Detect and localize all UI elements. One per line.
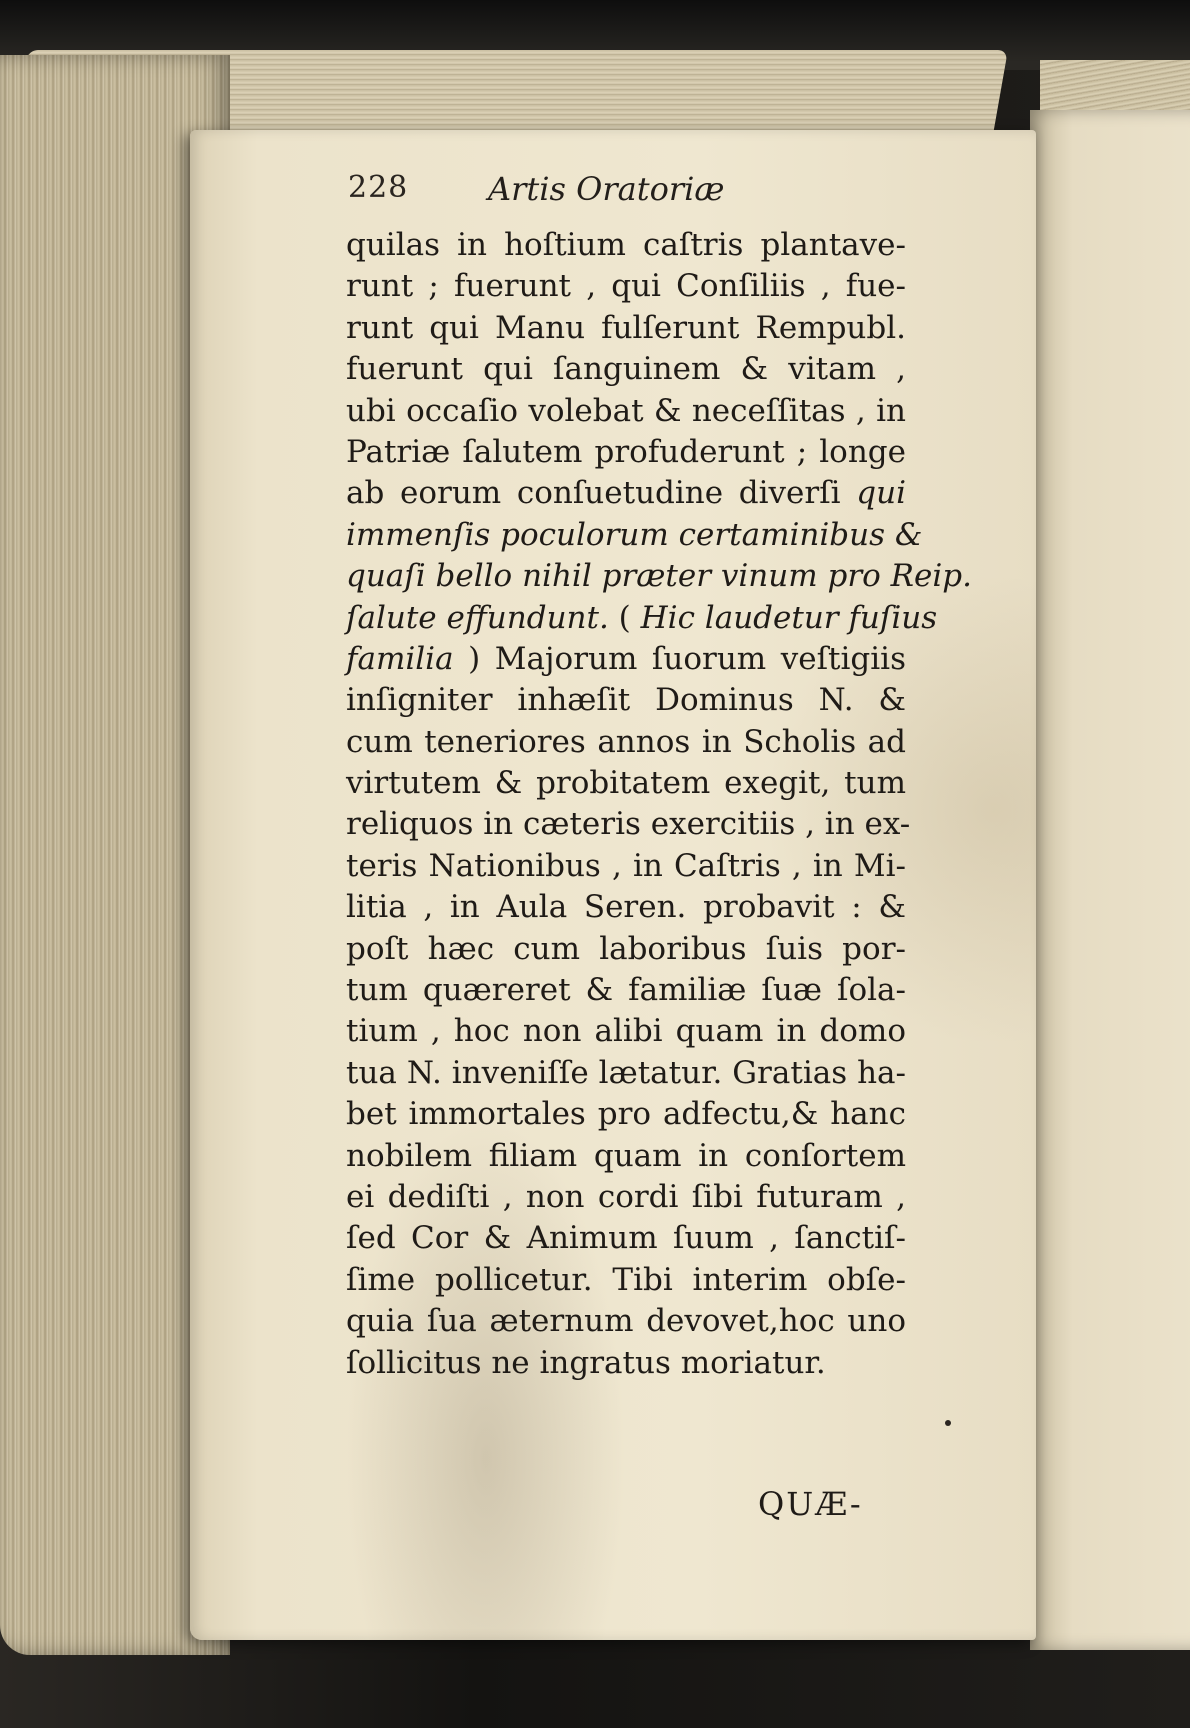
roman-run: ab eorum conſuetudine diverſi [346, 475, 857, 512]
text-line [346, 225, 906, 266]
text-line [346, 473, 906, 514]
text-line [346, 1301, 906, 1342]
text-line [346, 639, 906, 680]
text-line [346, 349, 906, 390]
facing-page [1030, 110, 1190, 1650]
page-header [348, 170, 908, 214]
text-line [346, 1011, 906, 1052]
text-line [346, 598, 938, 639]
text-line [346, 887, 906, 928]
roman-run: ) Majorum ſuorum veſtigiis [453, 640, 906, 677]
roman-run: bet immortales pro adfectu,& hanc [346, 1096, 906, 1133]
italic-run: quaſi bello nihil præter vinum pro Reip. [346, 558, 972, 595]
text-line [346, 432, 906, 473]
roman-run: quilas in hoſtium caſtris plantave- [346, 227, 906, 263]
roman-run: ſime pollicetur. Tibi interim obſe- [346, 1261, 906, 1298]
text-line [346, 308, 906, 349]
text-line [346, 1260, 906, 1301]
text-line [346, 722, 906, 763]
book-page [190, 130, 1036, 1640]
catchword: QUÆ- [758, 1485, 863, 1523]
text-line [346, 970, 906, 1011]
body-text [346, 225, 972, 1384]
roman-run: tua N. inveniſſe lætatur. Gratias ha- [346, 1054, 906, 1091]
text-line [346, 1094, 906, 1135]
text-line [346, 556, 972, 597]
roman-run: nobilem filiam quam in conſortem [346, 1137, 906, 1174]
roman-run: inſigniter inhæſit Dominus N. & [346, 682, 906, 719]
text-line [346, 804, 911, 845]
roman-run: reliquos in cæteris exercitiis , in ex- [346, 806, 911, 843]
roman-run: fuerunt qui ſanguinem & vitam , [346, 351, 906, 388]
page-number: 228 [348, 170, 409, 205]
roman-run: litia , in Aula Seren. probavit : & [346, 889, 906, 926]
roman-run: virtutem & probitatem exegit, tum [346, 765, 906, 802]
italic-run: familia [346, 640, 454, 677]
roman-run: ſed Cor & Animum ſuum , ſanctiſ- [346, 1220, 906, 1257]
roman-run: quia ſua æternum devovet,hoc uno [346, 1303, 906, 1340]
text-line [346, 1218, 906, 1259]
text-line [346, 391, 906, 432]
text-line [346, 1053, 906, 1094]
text-line [346, 515, 923, 556]
text-line [346, 846, 906, 887]
text-line [346, 1136, 906, 1177]
italic-run: ſalute effundunt. [346, 599, 609, 636]
roman-run: teris Nationibus , in Caſtris , in Mi- [346, 847, 906, 884]
roman-run: ( [608, 599, 641, 636]
text-line [346, 266, 906, 307]
text-line [346, 1343, 906, 1384]
roman-run: ubi occaſio volebat & neceſſitas , in [346, 392, 906, 429]
italic-run: immenſis poculorum certaminibus & [346, 516, 923, 553]
italic-run: qui [856, 475, 906, 512]
roman-run: tium , hoc non alibi quam in domo [346, 1013, 906, 1050]
italic-run: Hic laudetur fuſius [640, 599, 938, 636]
text-line [346, 763, 906, 804]
roman-run: cum teneriores annos in Scholis ad [346, 723, 906, 760]
roman-run: poſt hæc cum laboribus ſuis por- [346, 930, 906, 967]
roman-run: runt qui Manu fulſerunt Rempubl. [346, 309, 906, 346]
roman-run: ſollicitus ne ingratus moriatur. [346, 1344, 826, 1381]
roman-run: ei dediſti , non cordi ſibi futuram , [346, 1178, 906, 1215]
text-line [346, 1177, 906, 1218]
ink-speck [945, 1420, 951, 1426]
text-line [346, 680, 906, 721]
roman-run: runt ; fuerunt , qui Conſiliis , fue- [346, 268, 906, 305]
text-line [346, 929, 906, 970]
roman-run: Patriæ ſalutem profuderunt ; longe [346, 433, 906, 470]
roman-run: tum quæreret & familiæ ſuæ ſola- [346, 972, 906, 1009]
running-head: Artis Oratoriæ [488, 170, 725, 208]
